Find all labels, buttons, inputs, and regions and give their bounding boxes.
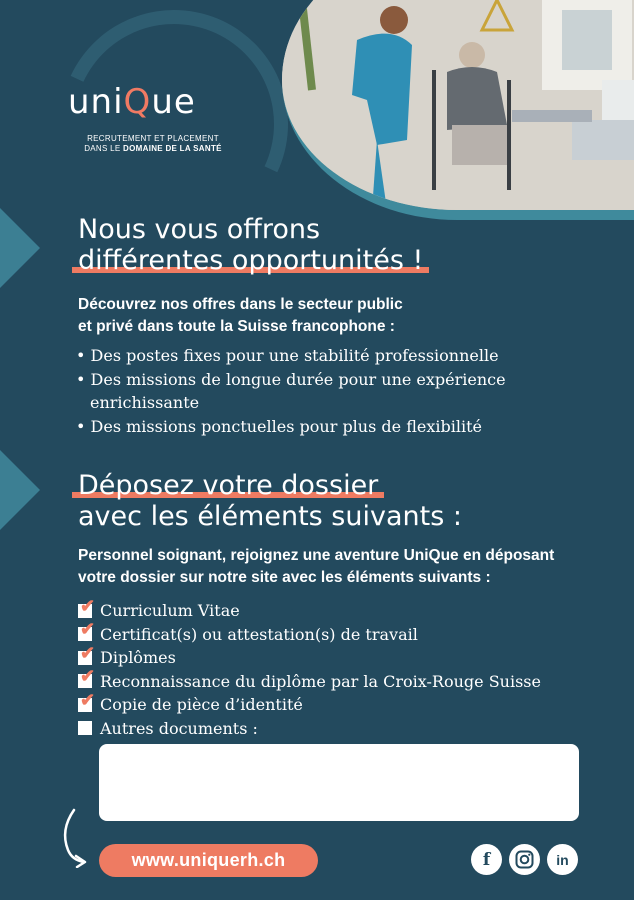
list-item: • Des missions ponctuelles pour plus de flexibilité <box>76 416 482 436</box>
other-documents-field[interactable] <box>99 744 579 821</box>
checklist-item: Autres documents : <box>78 717 541 741</box>
side-triangle-top <box>0 208 40 288</box>
website-link-button[interactable]: www.uniquerh.ch <box>99 844 318 877</box>
checkmark-icon: ✔ <box>80 642 96 664</box>
linkedin-icon[interactable]: in <box>547 844 578 875</box>
checklist-item: ✔ Certificat(s) ou attestation(s) de travail <box>80 619 418 644</box>
document-checklist <box>78 595 541 740</box>
hero-photo <box>282 0 634 220</box>
unique-logo <box>68 82 238 154</box>
dossier-heading: Déposez votre dossier avec les éléments suivants : <box>78 470 462 532</box>
checkbox-checked[interactable] <box>78 642 96 665</box>
checkbox-checked[interactable] <box>78 666 96 688</box>
offers-list <box>76 344 576 438</box>
checklist-item: ✔ Reconnaissance du diplôme par la Croix-Rouge Suisse <box>80 666 541 691</box>
list-item: • Des missions de longue durée pour une expérience enrichissante <box>76 369 506 412</box>
curved-arrow-icon <box>58 806 98 868</box>
offers-intro: Découvrez nos offres dans le secteur public et privé dans toute la Suisse francophone : <box>78 296 403 335</box>
checklist-item: ✔ Copie de pièce d’identité <box>80 689 303 714</box>
checklist-item: ✔ Diplômes <box>80 642 176 667</box>
checkmark-icon: ✔ <box>80 595 96 617</box>
offers-heading: Nous vous offrons différentes opportunités ! <box>78 214 424 276</box>
instagram-icon[interactable] <box>509 844 540 875</box>
checkmark-icon: ✔ <box>80 689 96 711</box>
checkbox-checked[interactable] <box>78 595 96 618</box>
nurse-patient-illustration <box>282 0 634 210</box>
list-item: • Des postes fixes pour une stabilité professionnelle <box>76 346 499 365</box>
dossier-intro: Personnel soignant, rejoignez une aventure UniQue en déposant votre dossier sur notre site avec les éléments suivants : <box>78 547 555 586</box>
checkbox-checked[interactable] <box>78 689 96 712</box>
logo-tagline: RECRUTEMENT ET PLACEMENT DANS LE DOMAINE DE LA SANTÉ <box>84 134 222 153</box>
checkmark-icon: ✔ <box>80 666 96 688</box>
checkbox-checked[interactable] <box>78 619 96 641</box>
checkbox-unchecked[interactable] <box>78 721 92 735</box>
checkmark-icon: ✔ <box>80 619 96 641</box>
checklist-item: ✔ Curriculum Vitae <box>80 595 240 620</box>
instagram-glyph <box>515 850 534 869</box>
side-triangle-bottom <box>0 450 40 530</box>
facebook-icon[interactable]: f <box>471 844 502 875</box>
logo-wordmark: uniQue <box>68 82 196 122</box>
